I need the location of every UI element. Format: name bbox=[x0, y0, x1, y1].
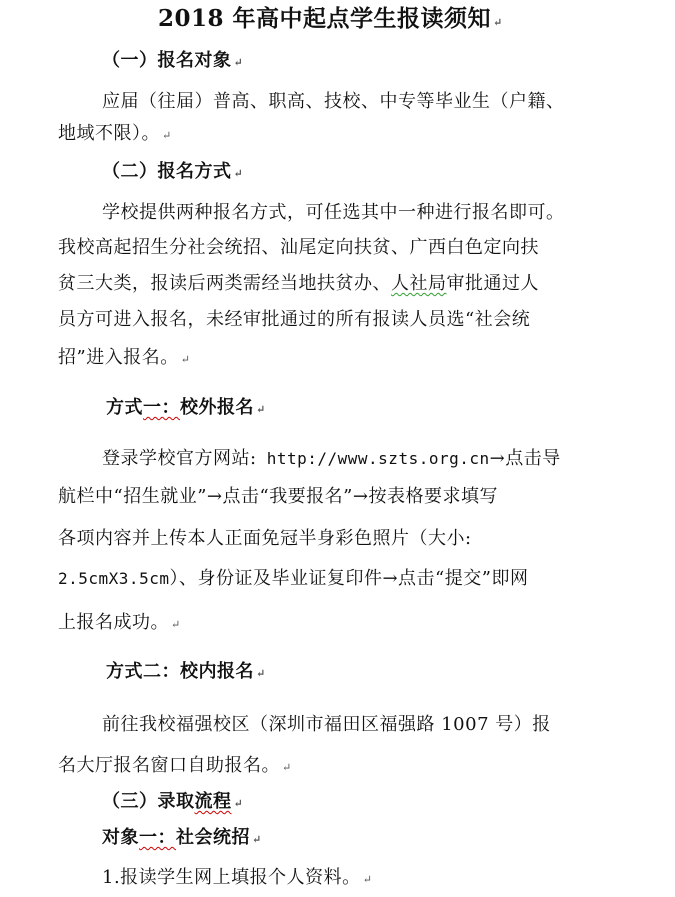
method-1-body-line bbox=[102, 447, 561, 471]
paragraph-mark-icon: ↵ bbox=[493, 16, 503, 29]
heading-text: 社会统招 bbox=[176, 827, 250, 848]
heading-text: 方式 bbox=[106, 397, 143, 418]
section-1-body-line bbox=[58, 122, 172, 148]
section-2-heading-text: （二）报名方式 bbox=[102, 161, 232, 182]
method-2-body-line: 前往我校福强校区（深圳市福田区福强路 1007 号）报 bbox=[102, 714, 551, 735]
body-text: 贫三大类，报读后两类需经当地扶贫办、 bbox=[58, 273, 391, 294]
section-1-heading-text: （一）报名对象 bbox=[102, 50, 232, 71]
heading-text: （三）录取 bbox=[102, 791, 195, 812]
method-2-heading bbox=[106, 660, 266, 686]
section-2-heading bbox=[102, 160, 243, 186]
heading-text: 校外报名 bbox=[180, 397, 254, 418]
section-1-heading bbox=[102, 49, 243, 75]
section-2-body-line bbox=[58, 272, 539, 296]
step-1-line bbox=[102, 866, 372, 892]
body-text: 地域不限）。 bbox=[58, 123, 160, 144]
section-2-body-line: 员方可进入报名，未经审批通过的所有报读人员选“社会统 bbox=[58, 309, 531, 330]
paragraph-mark-icon: ↵ bbox=[162, 129, 172, 142]
method-1-heading bbox=[106, 396, 266, 422]
method-1-body-line bbox=[58, 567, 528, 591]
spell-flagged-text: 一： bbox=[143, 397, 180, 418]
paragraph-mark-icon: ↵ bbox=[256, 403, 266, 416]
grammar-flagged-text: 人社局 bbox=[391, 273, 447, 294]
section-2-body-line: 学校提供两种报名方式，可任选其中一种进行报名即可。 bbox=[102, 202, 565, 223]
body-text: 名大厅报名窗口自助报名。 bbox=[58, 755, 280, 776]
paragraph-mark-icon: ↵ bbox=[233, 167, 244, 180]
website-url: http://www.szts.org.cn bbox=[256, 449, 490, 468]
spell-flagged-text: 一： bbox=[139, 827, 176, 848]
body-text: 1.报读学生网上填报个人资料。 bbox=[102, 867, 361, 888]
body-text: ）、身份证及毕业证复印件→点击“提交”即网 bbox=[169, 568, 529, 589]
body-text: 登录学校官方网站: bbox=[102, 448, 257, 469]
method-1-body-line bbox=[58, 611, 181, 637]
method-2-body-line bbox=[58, 754, 292, 780]
paragraph-mark-icon: ↵ bbox=[233, 797, 244, 810]
title-text: 2018 年高中起点学生报读须知 bbox=[158, 5, 492, 32]
heading-text: 校内报名 bbox=[180, 661, 254, 682]
method-1-body-line: 航栏中“招生就业”→点击“我要报名”→按表格要求填写 bbox=[58, 486, 498, 507]
document-title bbox=[158, 4, 503, 38]
section-1-body-line: 应届（往届）普高、职高、技校、中专等毕业生（户籍、 bbox=[102, 91, 565, 112]
body-text: 招”进入报名。 bbox=[58, 347, 179, 368]
paragraph-mark-icon: ↵ bbox=[180, 353, 191, 366]
paragraph-mark-icon: ↵ bbox=[362, 873, 373, 886]
paragraph-mark-icon: ↵ bbox=[233, 56, 244, 69]
body-text: 上报名成功。 bbox=[58, 612, 169, 633]
paragraph-mark-icon: ↵ bbox=[252, 833, 262, 846]
section-2-body-line bbox=[58, 346, 190, 372]
heading-text: 对象 bbox=[102, 827, 139, 848]
photo-size-text: 2.5cmX3.5cm bbox=[58, 569, 170, 588]
section-2-body-line: 我校高起招生分社会统招、汕尾定向扶贫、广西白色定向扶 bbox=[58, 237, 539, 258]
section-3-heading bbox=[102, 790, 243, 816]
object-1-heading bbox=[102, 826, 262, 852]
paragraph-mark-icon: ↵ bbox=[256, 667, 266, 680]
method-1-body-line: 各项内容并上传本人正面免冠半身彩色照片（大小: bbox=[58, 528, 472, 549]
paragraph-mark-icon: ↵ bbox=[282, 761, 292, 774]
heading-text: 方式二： bbox=[106, 661, 180, 682]
body-text: 审批通过人 bbox=[446, 273, 539, 294]
body-text: →点击导 bbox=[489, 448, 561, 469]
paragraph-mark-icon: ↵ bbox=[171, 618, 181, 631]
spell-flagged-text: 流程 bbox=[194, 791, 232, 812]
